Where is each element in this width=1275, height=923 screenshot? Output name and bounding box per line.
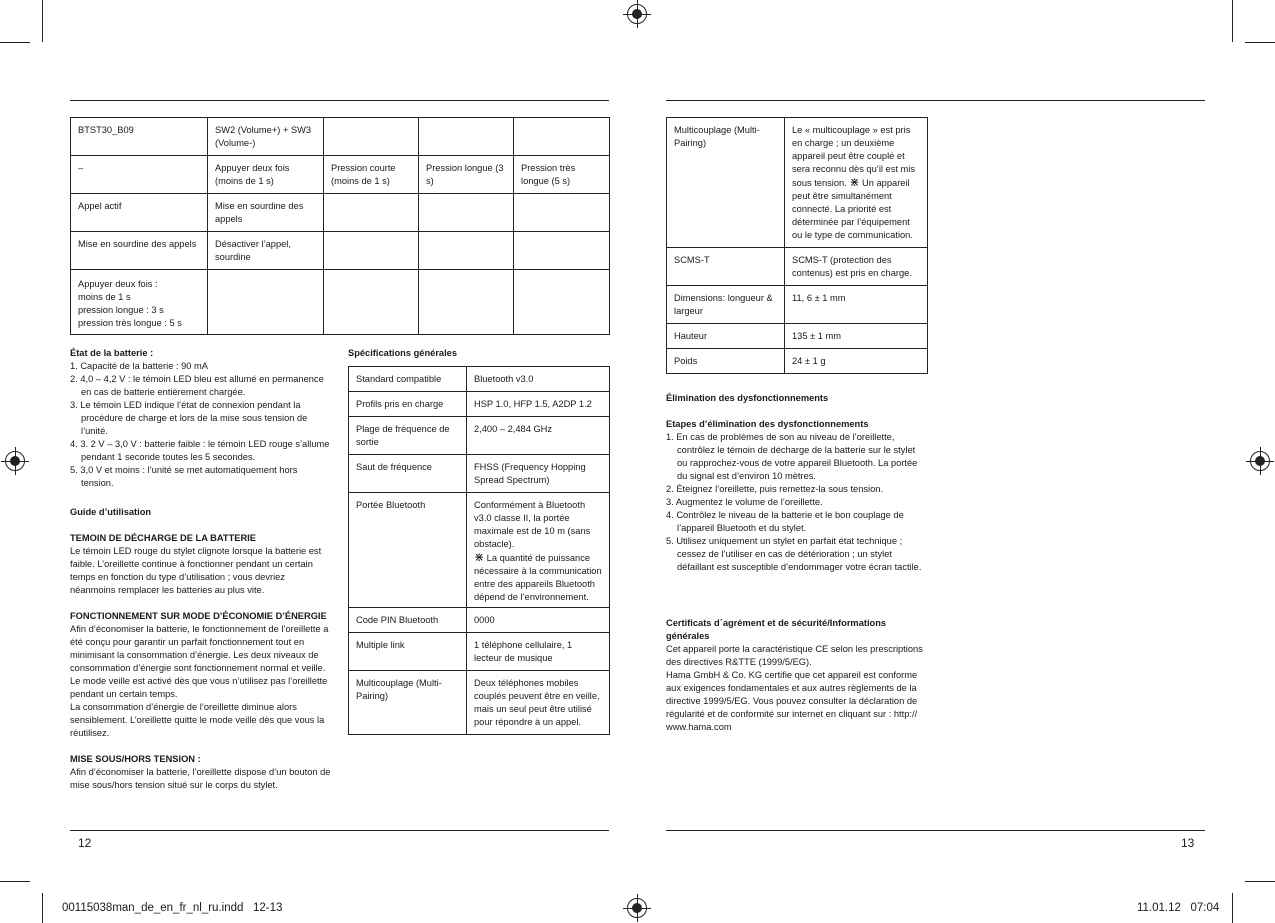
- list-item: 1. En cas de problèmes de son au niveau de l’oreillette, contrôlez le témoin de décharge de la batterie sur le stylet ou rapprochez-vous de votre appareil Bluetooth. La portée du signal est d’environ 10 mètres.: [666, 432, 918, 481]
- table-cell: Multicouplage (Multi-Pairing): [349, 671, 467, 735]
- table-cell: SCMS-T: [667, 248, 785, 286]
- table-cell: [514, 232, 610, 270]
- multi-text: Le « multicouplage » est pris en charge ; un deuxième appareil peut être couplé et sera reconnu dès qu’il est mis sous tension.: [792, 125, 915, 188]
- table-cell: 1 téléphone cellulaire, 1 lecteur de musique: [467, 633, 610, 671]
- table-row: [71, 156, 610, 194]
- table-cell: [208, 270, 324, 335]
- table-cell: –: [71, 156, 208, 194]
- crop-mark: [42, 0, 43, 42]
- table-cell: [71, 270, 208, 335]
- eco-text: Afin d’économiser la batterie, le fonctionnement de l’oreillette a été conçu pour garantir un parfait fonctionnement tout en minimisant la consommation d’énergie. Les deux niveaux de consommation d’énergie sont fonctionnement normal et veille. Le mode veille est activé dès que vous n’utilisez pas l’oreillette pendant un certain temps.: [70, 624, 329, 699]
- cell-line: Appuyer deux fois :: [78, 279, 158, 289]
- troubleshoot-subheading: Etapes d’élimination des dysfonctionnements: [666, 419, 869, 429]
- table-cell: Pression longue (3 s): [419, 156, 514, 194]
- table-cell: Deux téléphones mobiles couplés peuvent être en veille, mais un seul peut être utilisé pour répondre à un appel.: [467, 671, 610, 735]
- table-cell: Poids: [667, 349, 785, 374]
- eco-heading: FONCTIONNEMENT SUR MODE D’ÉCONOMIE D’ÉNERGIE: [70, 611, 327, 621]
- table-row: [349, 493, 610, 608]
- cert-section: [666, 617, 928, 734]
- table-cell: [324, 232, 419, 270]
- table-cell: Désactiver l’appel, sourdine: [208, 232, 324, 270]
- crop-mark: [1245, 42, 1275, 43]
- list-item: 4. 3. 2 V – 3,0 V : batterie faible : le témoin LED rouge s’allume pendant 1 seconde toutes les 5 secondes.: [70, 439, 330, 462]
- troubleshoot-section: [666, 392, 926, 574]
- table-row: [349, 367, 610, 392]
- table-cell: FHSS (Frequency Hopping Spread Spectrum): [467, 455, 610, 493]
- interference-icon: ⋇: [849, 175, 860, 189]
- specs-heading: Spécifications générales: [348, 348, 458, 358]
- date-slug: 11.01.12 07:04: [1137, 902, 1220, 914]
- table-cell: [419, 232, 514, 270]
- crop-mark: [42, 893, 43, 923]
- power-text: Afin d’économiser la batterie, l’oreillette dispose d’un bouton de mise sous/hors tension situé sur le corps du stylet.: [70, 767, 331, 790]
- crop-mark: [1232, 0, 1233, 42]
- table-cell: 11, 6 ± 1 mm: [785, 286, 928, 324]
- discharge-heading: TEMOIN DE DÉCHARGE DE LA BATTERIE: [70, 533, 256, 543]
- table-row: [349, 417, 610, 455]
- table-cell: Bluetooth v3.0: [467, 367, 610, 392]
- table-cell: 0000: [467, 608, 610, 633]
- list-item: 2. Éteignez l’oreillette, puis remettez-la sous tension.: [666, 484, 884, 494]
- table-cell: 24 ± 1 g: [785, 349, 928, 374]
- table-cell: [785, 118, 928, 248]
- registration-mark-icon: [627, 898, 647, 918]
- cell-line: moins de 1 s: [78, 292, 131, 302]
- registration-mark-icon: [627, 4, 647, 24]
- interference-icon: ⋇: [474, 550, 485, 564]
- cell-line: pression longue : 3 s: [78, 305, 164, 315]
- crop-mark: [0, 42, 30, 43]
- button-function-table: [70, 117, 610, 335]
- battery-list: [70, 360, 332, 490]
- troubleshoot-heading: Élimination des dysfonctionnements: [666, 393, 829, 403]
- cert-heading: Certificats d´agrément et de sécurité/Informations générales: [666, 618, 887, 641]
- table-row: [667, 248, 928, 286]
- cell-line: pression très longue : 5 s: [78, 318, 182, 328]
- list-item: 1. Capacité de la batterie : 90 mA: [70, 361, 208, 371]
- list-item: 5. Utilisez uniquement un stylet en parfait état technique ; cessez de l’utiliser en cas de détérioration ; un stylet défaillant est susceptible d’endommager votre écran tactile.: [666, 536, 922, 572]
- troubleshoot-list: [666, 431, 926, 574]
- table-cell: [419, 194, 514, 232]
- table-cell: [467, 493, 610, 608]
- table-row: [349, 608, 610, 633]
- registration-mark-icon: [5, 451, 25, 471]
- table-row: [349, 392, 610, 417]
- table-row: [349, 633, 610, 671]
- list-item: 3. Le témoin LED indique l’état de connexion pendant la procédure de charge et lors de la mise sous tension de l’unité.: [70, 400, 308, 436]
- range-note: [474, 551, 602, 604]
- table-cell: HSP 1.0, HFP 1.5, A2DP 1.2: [467, 392, 610, 417]
- table-cell: 135 ± 1 mm: [785, 324, 928, 349]
- table-cell: [324, 270, 419, 335]
- page-number-right: 13: [1181, 836, 1195, 850]
- discharge-text: Le témoin LED rouge du stylet clignote lorsque la batterie est faible. L’oreillette continue à fonctionner pendant un certain temps en fonction du type d’utilisation ; vous devriez néanmoins remplacer les batteries au plus vite.: [70, 546, 322, 595]
- crop-mark: [0, 881, 30, 882]
- table-cell: Code PIN Bluetooth: [349, 608, 467, 633]
- cert-text-2: Hama GmbH & Co. KG certifie que cet appareil est conforme aux exigences fondamentales et aux autres règlements de la directive 1999/5/EG. Vous pouvez consulter la déclaration de régularité et de conformité sur internet en cliquant sur : http:// www.hama.com: [666, 670, 918, 732]
- list-item: 4. Contrôlez le niveau de la batterie et le bon couplage de l’appareil Bluetooth et du stylet.: [666, 510, 904, 533]
- table-cell: Appuyer deux fois (moins de 1 s): [208, 156, 324, 194]
- page-number-left: 12: [78, 836, 92, 850]
- range-text: Conformément à Bluetooth v3.0 classe II, la portée maximale est de 10 m (sans obstacle).: [474, 500, 591, 549]
- table-cell: Mise en sourdine des appels: [208, 194, 324, 232]
- table-cell: [419, 270, 514, 335]
- table-row: [667, 286, 928, 324]
- top-rule-left: [70, 100, 609, 101]
- table-cell: Plage de fréquence de sortie: [349, 417, 467, 455]
- table-cell: [324, 194, 419, 232]
- table-cell: SCMS-T (protection des contenus) est pris en charge.: [785, 248, 928, 286]
- top-rule-right: [666, 100, 1205, 101]
- eco-text-2: La consommation d’énergie de l’oreillette diminue alors sensiblement. L’oreillette quitte le mode veille dès que vous la réutilisez.: [70, 702, 325, 738]
- table-cell: Saut de fréquence: [349, 455, 467, 493]
- registration-mark-icon: [1250, 451, 1270, 471]
- multi-note: Un appareil peut être simultanément connecté. La priorité est déterminée par l’équipement ou le type de communication.: [792, 178, 913, 240]
- table-row: [71, 270, 610, 335]
- range-note-text: La quantité de puissance nécessaire à la communication entre des appareils Bluetooth dépend de l’environnement.: [474, 553, 602, 602]
- table-row: [667, 118, 928, 248]
- crop-mark: [1245, 881, 1275, 882]
- table-cell: Multiple link: [349, 633, 467, 671]
- guide-section: [70, 506, 332, 792]
- table-row: [349, 671, 610, 735]
- table-row: [349, 455, 610, 493]
- table-cell: Hauteur: [667, 324, 785, 349]
- table-cell: SW2 (Volume+) + SW3 (Volume-): [208, 118, 324, 156]
- battery-section: [70, 347, 332, 490]
- table-cell: Portée Bluetooth: [349, 493, 467, 608]
- list-item: 2. 4,0 – 4,2 V : le témoin LED bleu est allumé en permanence en cas de batterie entièrement chargée.: [70, 374, 324, 397]
- table-cell: [419, 118, 514, 156]
- list-item: 3. Augmentez le volume de l’oreillette.: [666, 497, 823, 507]
- file-slug: 00115038man_de_en_fr_nl_ru.indd 12-13: [62, 902, 283, 914]
- table-row: [667, 349, 928, 374]
- specs-table: [348, 366, 610, 735]
- table-cell: BTST30_B09: [71, 118, 208, 156]
- table-cell: Profils pris en charge: [349, 392, 467, 417]
- list-item: 5. 3,0 V et moins : l’unité se met automatiquement hors tension.: [70, 465, 298, 488]
- table-cell: Dimensions: longueur & largeur: [667, 286, 785, 324]
- table-cell: [514, 270, 610, 335]
- table-cell: Appel actif: [71, 194, 208, 232]
- table-row: [71, 232, 610, 270]
- table-cell: Pression très longue (5 s): [514, 156, 610, 194]
- table-row: [667, 324, 928, 349]
- guide-heading: Guide d’utilisation: [70, 507, 152, 517]
- table-cell: Multicouplage (Multi-Pairing): [667, 118, 785, 248]
- cert-text: Cet appareil porte la caractéristique CE selon les prescriptions des directives R&TTE (1999/5/EG).: [666, 644, 923, 667]
- power-heading: MISE SOUS/HORS TENSION :: [70, 754, 201, 764]
- bottom-rule-right: [666, 830, 1205, 831]
- table-cell: [514, 194, 610, 232]
- table-row: [71, 118, 610, 156]
- table-cell: [514, 118, 610, 156]
- specs-table-continued: [666, 117, 928, 374]
- table-cell: Mise en sourdine des appels: [71, 232, 208, 270]
- table-cell: Pression courte (moins de 1 s): [324, 156, 419, 194]
- battery-heading: État de la batterie :: [70, 348, 154, 358]
- table-cell: 2,400 – 2,484 GHz: [467, 417, 610, 455]
- table-cell: [324, 118, 419, 156]
- crop-mark: [1232, 893, 1233, 923]
- table-cell: Standard compatible: [349, 367, 467, 392]
- bottom-rule-left: [70, 830, 609, 831]
- table-row: [71, 194, 610, 232]
